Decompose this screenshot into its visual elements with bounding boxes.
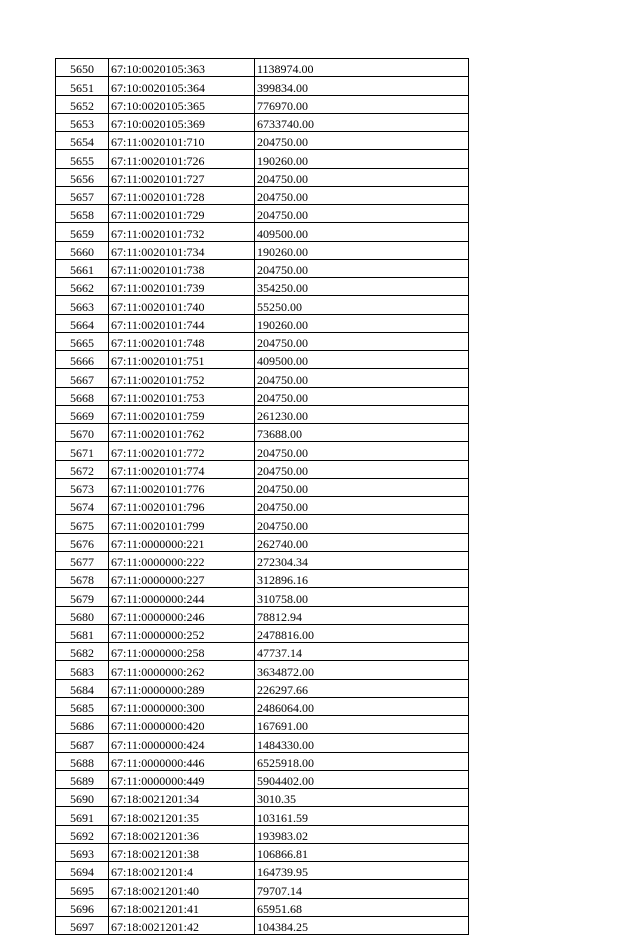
cadastral-number-cell: 67:18:0021201:4 (109, 862, 255, 880)
row-number-cell: 5652 (56, 95, 109, 113)
cadastral-number-cell: 67:11:0020101:734 (109, 241, 255, 259)
table-row (56, 387, 469, 405)
cadastral-number-cell: 67:10:0020105:364 (109, 77, 255, 95)
cadastral-value-cell: 261230.00 (255, 405, 469, 423)
table-row (56, 223, 469, 241)
cadastral-number-cell: 67:11:0000000:258 (109, 643, 255, 661)
row-number-cell: 5677 (56, 551, 109, 569)
row-number-cell: 5661 (56, 259, 109, 277)
table-row (56, 59, 469, 77)
row-number-cell: 5669 (56, 405, 109, 423)
cadastral-value-cell: 204750.00 (255, 497, 469, 515)
cadastral-value-cell: 103161.59 (255, 807, 469, 825)
row-number-cell: 5691 (56, 807, 109, 825)
cadastral-number-cell: 67:11:0020101:796 (109, 497, 255, 515)
cadastral-number-cell: 67:11:0020101:762 (109, 424, 255, 442)
cadastral-value-cell: 204750.00 (255, 132, 469, 150)
row-number-cell: 5681 (56, 624, 109, 642)
row-number-cell: 5670 (56, 424, 109, 442)
table-row (56, 132, 469, 150)
table-row (56, 606, 469, 624)
cadastral-number-cell: 67:11:0020101:776 (109, 478, 255, 496)
cadastral-number-cell: 67:11:0020101:748 (109, 332, 255, 350)
cadastral-value-cell: 5904402.00 (255, 770, 469, 788)
cadastral-number-cell: 67:18:0021201:41 (109, 898, 255, 916)
row-number-cell: 5651 (56, 77, 109, 95)
row-number-cell: 5690 (56, 789, 109, 807)
row-number-cell: 5650 (56, 59, 109, 77)
row-number-cell: 5671 (56, 442, 109, 460)
row-number-cell: 5667 (56, 369, 109, 387)
row-number-cell: 5657 (56, 186, 109, 204)
cadastral-number-cell: 67:11:0020101:738 (109, 259, 255, 277)
cadastral-value-cell: 190260.00 (255, 241, 469, 259)
table-row (56, 643, 469, 661)
cadastral-value-cell: 399834.00 (255, 77, 469, 95)
table-row (56, 77, 469, 95)
cadastral-number-cell: 67:11:0020101:774 (109, 460, 255, 478)
table-row (56, 843, 469, 861)
cadastral-value-cell: 409500.00 (255, 223, 469, 241)
cadastral-value-cell: 167691.00 (255, 716, 469, 734)
cadastral-number-cell: 67:10:0020105:369 (109, 113, 255, 131)
row-number-cell: 5668 (56, 387, 109, 405)
cadastral-number-cell: 67:11:0000000:252 (109, 624, 255, 642)
cadastral-value-cell: 65951.68 (255, 898, 469, 916)
cadastral-value-cell: 354250.00 (255, 278, 469, 296)
row-number-cell: 5666 (56, 351, 109, 369)
cadastral-number-cell: 67:11:0020101:751 (109, 351, 255, 369)
table-row (56, 624, 469, 642)
row-number-cell: 5658 (56, 205, 109, 223)
cadastral-number-cell: 67:11:0020101:753 (109, 387, 255, 405)
table-row (56, 205, 469, 223)
table-row (56, 460, 469, 478)
row-number-cell: 5678 (56, 570, 109, 588)
cadastral-value-cell: 6525918.00 (255, 752, 469, 770)
table-row (56, 259, 469, 277)
cadastral-value-cell: 6733740.00 (255, 113, 469, 131)
cadastral-value-cell: 204750.00 (255, 369, 469, 387)
cadastral-number-cell: 67:11:0020101:727 (109, 168, 255, 186)
table-row (56, 351, 469, 369)
cadastral-value-cell: 47737.14 (255, 643, 469, 661)
row-number-cell: 5659 (56, 223, 109, 241)
cadastral-value-cell: 204750.00 (255, 168, 469, 186)
table-row (56, 807, 469, 825)
cadastral-number-cell: 67:11:0000000:446 (109, 752, 255, 770)
cadastral-number-cell: 67:11:0000000:227 (109, 570, 255, 588)
table-row (56, 405, 469, 423)
table-row (56, 916, 469, 934)
cadastral-number-cell: 67:11:0000000:222 (109, 551, 255, 569)
cadastral-number-cell: 67:11:0000000:244 (109, 588, 255, 606)
row-number-cell: 5674 (56, 497, 109, 515)
row-number-cell: 5692 (56, 825, 109, 843)
cadastral-value-cell: 190260.00 (255, 314, 469, 332)
table-row (56, 880, 469, 898)
cadastral-value-cell: 409500.00 (255, 351, 469, 369)
table-row (56, 150, 469, 168)
row-number-cell: 5685 (56, 697, 109, 715)
cadastral-value-cell: 2478816.00 (255, 624, 469, 642)
table-row (56, 862, 469, 880)
row-number-cell: 5686 (56, 716, 109, 734)
cadastral-number-cell: 67:18:0021201:42 (109, 916, 255, 934)
cadastral-value-cell: 204750.00 (255, 387, 469, 405)
table-row (56, 716, 469, 734)
table-row (56, 296, 469, 314)
row-number-cell: 5682 (56, 643, 109, 661)
row-number-cell: 5693 (56, 843, 109, 861)
table-row (56, 588, 469, 606)
cadastral-number-cell: 67:18:0021201:36 (109, 825, 255, 843)
cadastral-value-cell: 272304.34 (255, 551, 469, 569)
table-row (56, 551, 469, 569)
row-number-cell: 5696 (56, 898, 109, 916)
cadastral-value-cell: 106866.81 (255, 843, 469, 861)
row-number-cell: 5684 (56, 679, 109, 697)
cadastral-value-cell: 204750.00 (255, 332, 469, 350)
row-number-cell: 5697 (56, 916, 109, 934)
data-table (55, 58, 469, 935)
row-number-cell: 5695 (56, 880, 109, 898)
cadastral-value-cell: 3634872.00 (255, 661, 469, 679)
cadastral-number-cell: 67:11:0000000:262 (109, 661, 255, 679)
table-row (56, 424, 469, 442)
row-number-cell: 5663 (56, 296, 109, 314)
table-row (56, 497, 469, 515)
row-number-cell: 5656 (56, 168, 109, 186)
table-row (56, 278, 469, 296)
row-number-cell: 5687 (56, 734, 109, 752)
cadastral-number-cell: 67:11:0020101:799 (109, 515, 255, 533)
cadastral-number-cell: 67:11:0020101:729 (109, 205, 255, 223)
cadastral-value-cell: 204750.00 (255, 478, 469, 496)
table-row (56, 752, 469, 770)
cadastral-number-cell: 67:11:0020101:752 (109, 369, 255, 387)
cadastral-number-cell: 67:11:0020101:726 (109, 150, 255, 168)
cadastral-value-cell: 1484330.00 (255, 734, 469, 752)
cadastral-value-cell: 204750.00 (255, 259, 469, 277)
table-row (56, 168, 469, 186)
row-number-cell: 5675 (56, 515, 109, 533)
row-number-cell: 5672 (56, 460, 109, 478)
table-row (56, 186, 469, 204)
table-row (56, 478, 469, 496)
cadastral-value-cell: 312896.16 (255, 570, 469, 588)
table-row (56, 789, 469, 807)
table-row (56, 570, 469, 588)
cadastral-number-cell: 67:18:0021201:34 (109, 789, 255, 807)
cadastral-value-cell: 776970.00 (255, 95, 469, 113)
cadastral-value-cell: 204750.00 (255, 186, 469, 204)
cadastral-value-cell: 55250.00 (255, 296, 469, 314)
cadastral-number-cell: 67:11:0000000:300 (109, 697, 255, 715)
table-row (56, 533, 469, 551)
cadastral-value-cell: 204750.00 (255, 515, 469, 533)
cadastral-value-cell: 3010.35 (255, 789, 469, 807)
cadastral-number-cell: 67:11:0000000:289 (109, 679, 255, 697)
row-number-cell: 5689 (56, 770, 109, 788)
table-row (56, 825, 469, 843)
cadastral-number-cell: 67:11:0020101:728 (109, 186, 255, 204)
row-number-cell: 5664 (56, 314, 109, 332)
cadastral-value-cell: 2486064.00 (255, 697, 469, 715)
row-number-cell: 5676 (56, 533, 109, 551)
table-row (56, 369, 469, 387)
table-row (56, 241, 469, 259)
table-body (56, 59, 469, 935)
cadastral-number-cell: 67:10:0020105:365 (109, 95, 255, 113)
table-row (56, 697, 469, 715)
cadastral-value-cell: 226297.66 (255, 679, 469, 697)
table-row (56, 515, 469, 533)
cadastral-number-cell: 67:10:0020105:363 (109, 59, 255, 77)
row-number-cell: 5653 (56, 113, 109, 131)
row-number-cell: 5683 (56, 661, 109, 679)
table-row (56, 442, 469, 460)
cadastral-number-cell: 67:18:0021201:38 (109, 843, 255, 861)
cadastral-number-cell: 67:11:0020101:772 (109, 442, 255, 460)
row-number-cell: 5679 (56, 588, 109, 606)
cadastral-number-cell: 67:11:0000000:221 (109, 533, 255, 551)
cadastral-number-cell: 67:11:0020101:740 (109, 296, 255, 314)
cadastral-number-cell: 67:11:0020101:744 (109, 314, 255, 332)
table-row (56, 113, 469, 131)
table-row (56, 314, 469, 332)
table-row (56, 679, 469, 697)
row-number-cell: 5662 (56, 278, 109, 296)
cadastral-value-cell: 164739.95 (255, 862, 469, 880)
table-row (56, 898, 469, 916)
table-row (56, 770, 469, 788)
cadastral-value-cell: 79707.14 (255, 880, 469, 898)
cadastral-number-cell: 67:11:0000000:246 (109, 606, 255, 624)
row-number-cell: 5654 (56, 132, 109, 150)
cadastral-number-cell: 67:11:0000000:420 (109, 716, 255, 734)
cadastral-value-cell: 310758.00 (255, 588, 469, 606)
cadastral-number-cell: 67:11:0020101:739 (109, 278, 255, 296)
row-number-cell: 5680 (56, 606, 109, 624)
table-row (56, 95, 469, 113)
table-row (56, 734, 469, 752)
table-row (56, 332, 469, 350)
cadastral-value-cell: 262740.00 (255, 533, 469, 551)
cadastral-value-cell: 204750.00 (255, 460, 469, 478)
cadastral-number-cell: 67:11:0000000:424 (109, 734, 255, 752)
row-number-cell: 5660 (56, 241, 109, 259)
row-number-cell: 5694 (56, 862, 109, 880)
cadastral-value-cell: 1138974.00 (255, 59, 469, 77)
row-number-cell: 5673 (56, 478, 109, 496)
cadastral-number-cell: 67:11:0000000:449 (109, 770, 255, 788)
cadastral-number-cell: 67:18:0021201:40 (109, 880, 255, 898)
row-number-cell: 5655 (56, 150, 109, 168)
cadastral-value-cell: 193983.02 (255, 825, 469, 843)
cadastral-value-cell: 104384.25 (255, 916, 469, 934)
cadastral-value-cell: 78812.94 (255, 606, 469, 624)
cadastral-number-cell: 67:11:0020101:759 (109, 405, 255, 423)
cadastral-number-cell: 67:18:0021201:35 (109, 807, 255, 825)
cadastral-number-cell: 67:11:0020101:710 (109, 132, 255, 150)
cadastral-value-cell: 204750.00 (255, 205, 469, 223)
cadastral-value-cell: 204750.00 (255, 442, 469, 460)
cadastral-value-cell: 73688.00 (255, 424, 469, 442)
cadastral-number-cell: 67:11:0020101:732 (109, 223, 255, 241)
table-row (56, 661, 469, 679)
cadastral-value-cell: 190260.00 (255, 150, 469, 168)
row-number-cell: 5665 (56, 332, 109, 350)
row-number-cell: 5688 (56, 752, 109, 770)
